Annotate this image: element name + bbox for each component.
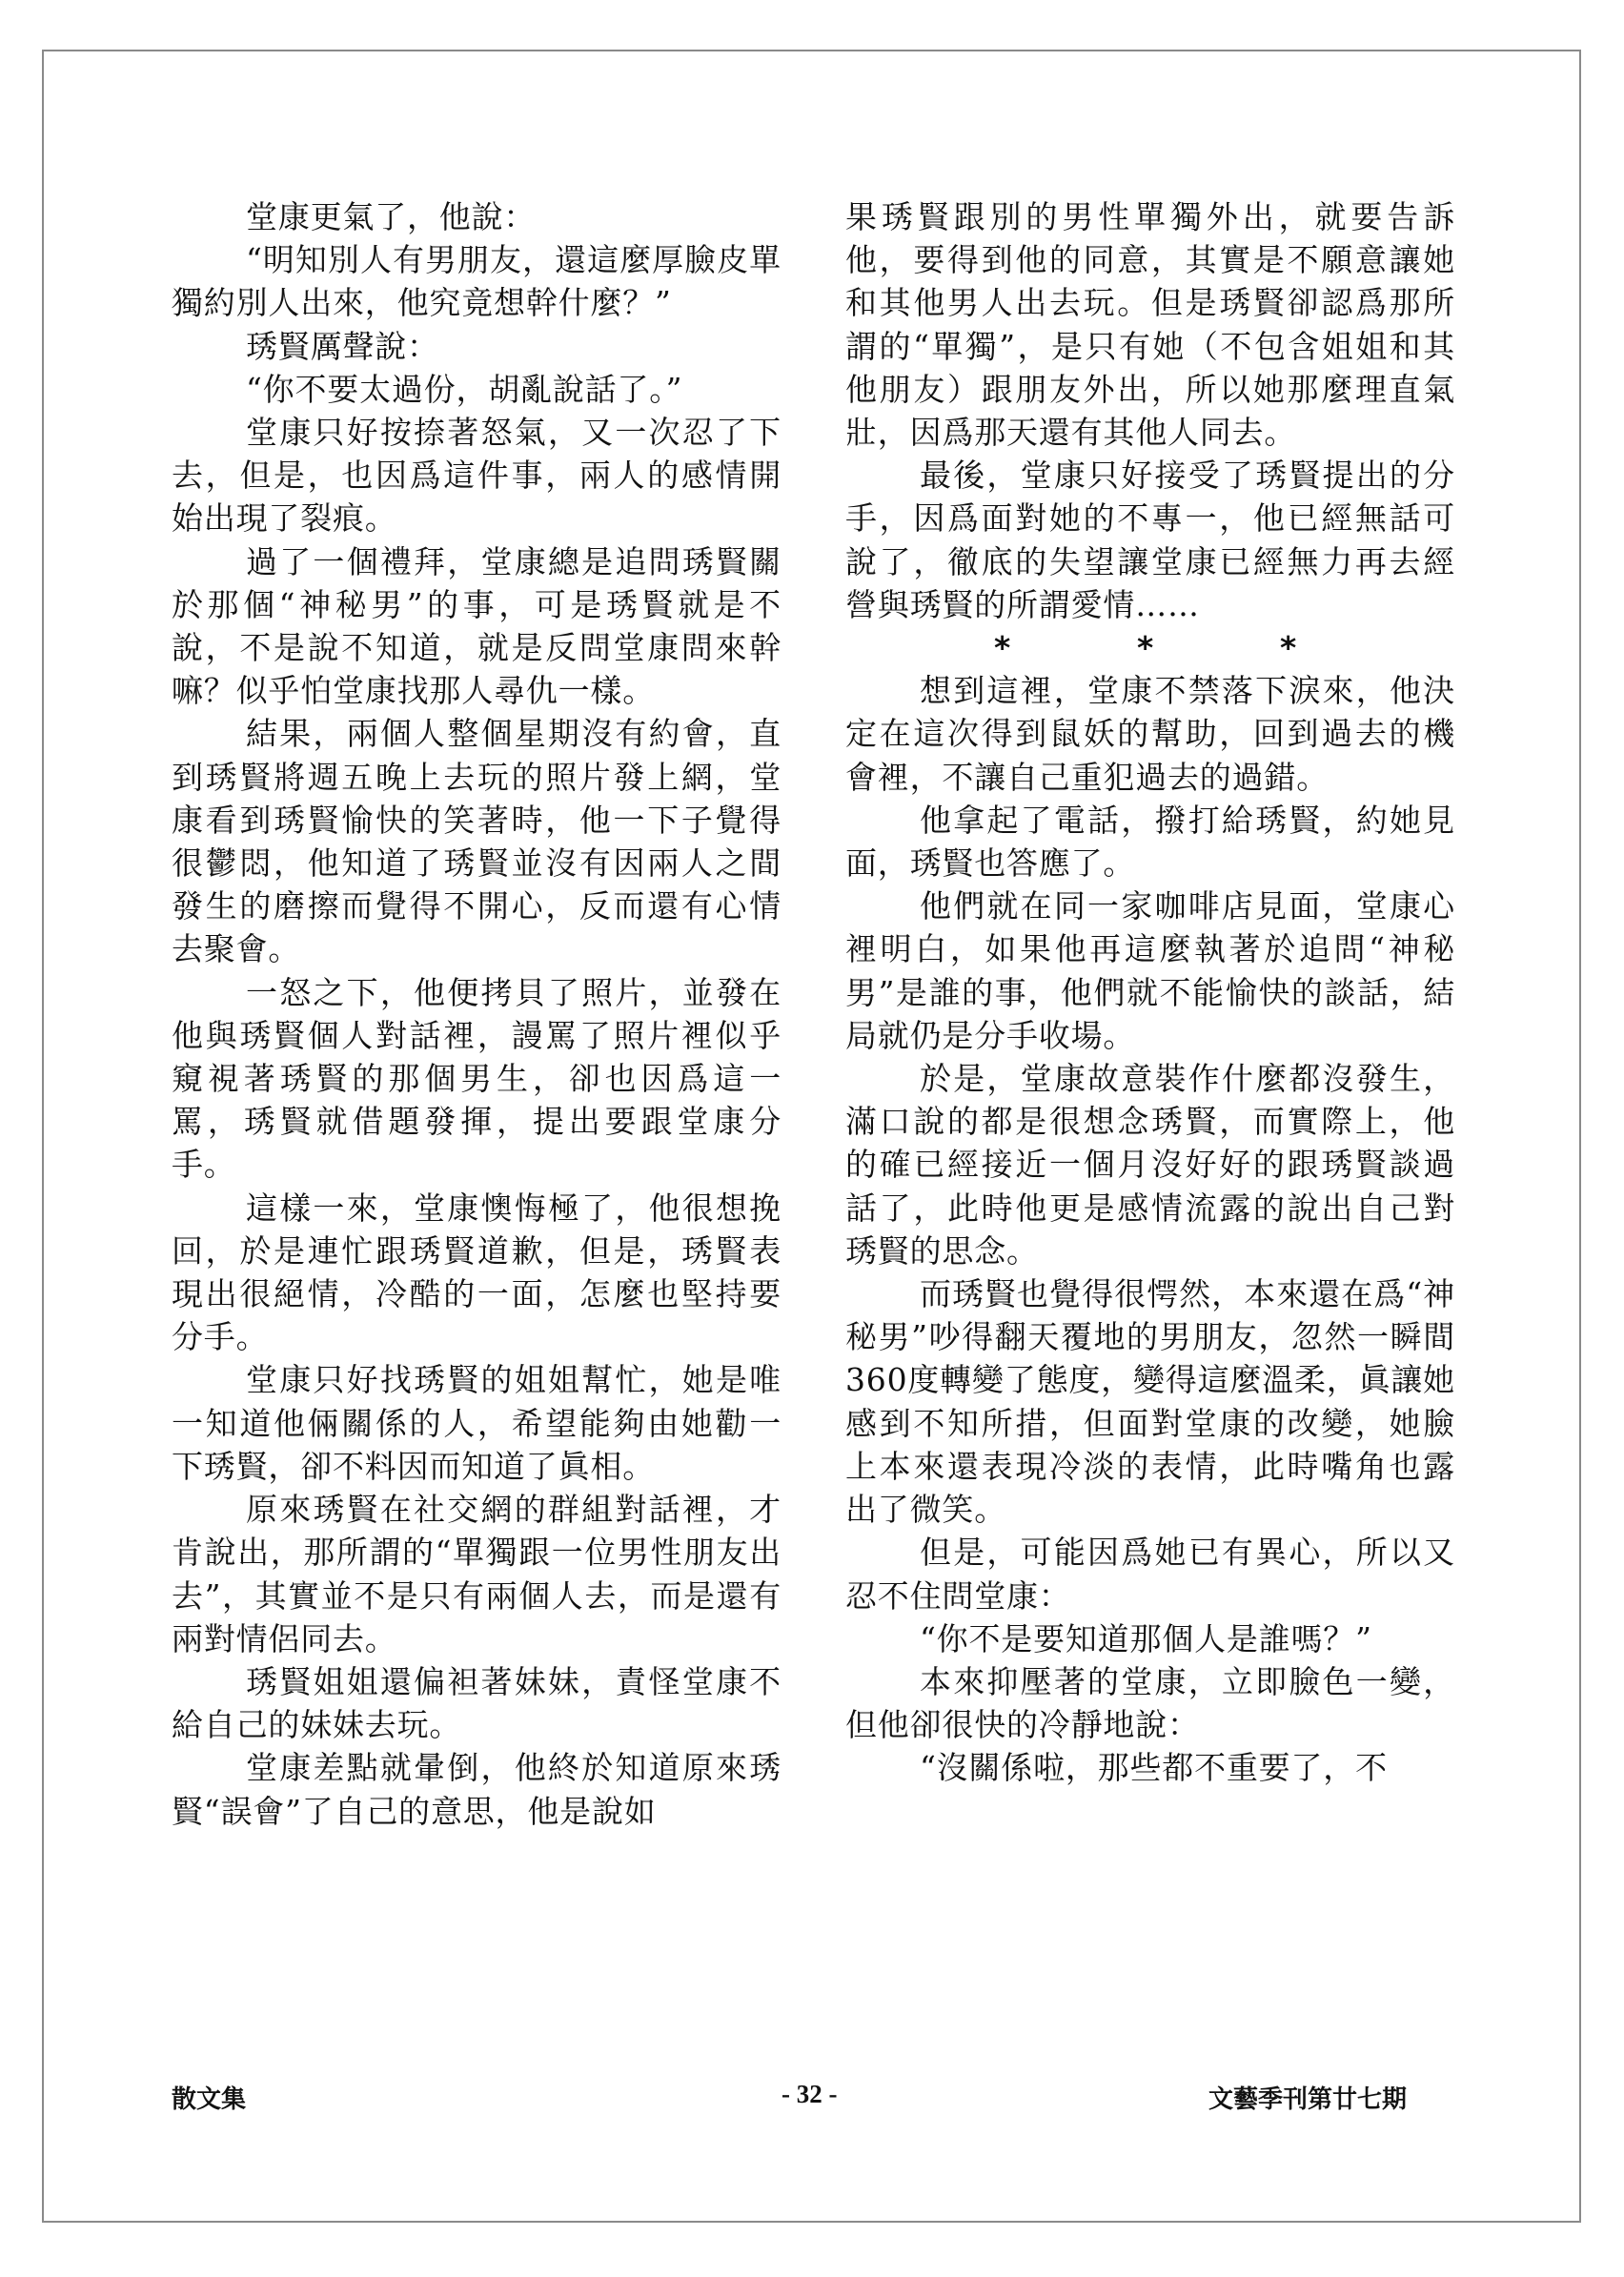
section-break-asterisks bbox=[845, 626, 1455, 669]
footer-section-title: 散文集 bbox=[172, 2085, 247, 2114]
paragraph: 堂康只好找琇賢的姐姐幫忙，她是唯一知道他倆關係的人，希望能夠由她勸一下琇賢，卻不料因而知道了眞相。 bbox=[172, 1361, 782, 1485]
paragraph: “明知別人有男朋友，還這麼厚臉皮單獨約別人出來，他究竟想幹什麼？” bbox=[172, 241, 782, 322]
paragraph: 果琇賢跟別的男性單獨外出，就要告訴他，要得到他的同意，其實是不願意讓她和其他男人出去玩。但是琇賢卻認爲那所謂的“單獨”，是只有她（不包含姐姐和其他朋友）跟朋友外出，所以她那麼理直氣壯，因爲那天還有其他人同去。 bbox=[845, 198, 1455, 452]
paragraph: 他們就在同一家咖啡店見面，堂康心裡明白，如果他再這麼執著於追問“神秘男”是誰的事，他們就不能愉快的談話，結局就仍是分手收場。 bbox=[845, 887, 1455, 1054]
asterisk: * bbox=[1137, 629, 1155, 667]
footer-page-number: - 32 - bbox=[782, 2080, 838, 2108]
paragraph: “你不要太過份，胡亂說話了。” bbox=[246, 370, 683, 408]
paragraph: 琇賢厲聲說： bbox=[246, 327, 439, 365]
paragraph: 結果，兩個人整個星期沒有約會，直到琇賢將週五晚上去玩的照片發上網，堂康看到琇賢愉快的笑著時，他一下子覺得很鬱悶，他知道了琇賢並沒有因兩人之間發生的磨擦而覺得不開心，反而還有心情去聚會。 bbox=[172, 715, 782, 968]
paragraph: 琇賢姐姐還偏袒著妹妹，責怪堂康不給自己的妹妹去玩。 bbox=[172, 1662, 782, 1744]
paragraph: 這樣一來，堂康懊悔極了，他很想挽回，於是連忙跟琇賢道歉，但是，琇賢表現出很絕情，冷酷的一面，怎麼也堅持要分手。 bbox=[172, 1189, 782, 1356]
right-text-column bbox=[845, 195, 1455, 1790]
left-text-column bbox=[172, 195, 782, 1833]
paragraph: 堂康差點就暈倒，他終於知道原來琇賢“誤會”了自己的意思，他是說如 bbox=[172, 1749, 782, 1830]
asterisk: * bbox=[994, 629, 1012, 667]
paragraph: 本來抑壓著的堂康，立即臉色一變，但他卻很快的冷靜地說： bbox=[845, 1662, 1455, 1744]
paragraph: 最後，堂康只好接受了琇賢提出的分手，因爲面對她的不專一，他已經無話可說了，徹底的失望讓堂康已經無力再去經營與琇賢的所謂愛情…… bbox=[845, 457, 1455, 623]
paragraph: 於是，堂康故意裝作什麼都沒發生，滿口說的都是很想念琇賢，而實際上，他的確已經接近一個月沒好好的跟琇賢談過話了，此時他更是感情流露的說出自己對琇賢的思念。 bbox=[845, 1060, 1455, 1270]
paragraph: “沒關係啦，那些都不重要了，不 bbox=[920, 1749, 1388, 1787]
paragraph: 堂康只好按捺著怒氣，又一次忍了下去，但是，也因爲這件事，兩人的感情開始出現了裂痕。 bbox=[172, 414, 782, 538]
paragraph: 但是，可能因爲她已有異心，所以又忍不住問堂康： bbox=[845, 1534, 1455, 1615]
paragraph: 而琇賢也覺得很愕然，本來還在爲“神秘男”吵得翻天覆地的男朋友，忽然一瞬間360度轉變了態度，變得這麼溫柔，眞讓她感到不知所措，但面對堂康的改變，她臉上本來還表現冷淡的表情，此時嘴角也露出了微笑。 bbox=[845, 1275, 1455, 1529]
paragraph: 原來琇賢在社交網的群組對話裡，才肯說出，那所謂的“單獨跟一位男性朋友出去”，其實並不是只有兩個人去，而是還有兩對情侶同去。 bbox=[172, 1491, 782, 1657]
paragraph: “你不是要知道那個人是誰嗎？” bbox=[920, 1619, 1372, 1657]
paragraph: 一怒之下，他便拷貝了照片，並發在他與琇賢個人對話裡，謾罵了照片裡似乎窺視著琇賢的那個男生，卻也因爲這一罵，琇賢就借題發揮，提出要跟堂康分手。 bbox=[172, 973, 782, 1184]
paragraph: 想到這裡，堂康不禁落下淚來，他決定在這次得到鼠妖的幫助，回到過去的機會裡，不讓自己重犯過去的過錯。 bbox=[845, 672, 1455, 796]
asterisk: * bbox=[1280, 629, 1298, 667]
paragraph: 他拿起了電話，撥打給琇賢，約她見面，琇賢也答應了。 bbox=[845, 801, 1455, 883]
paragraph: 過了一個禮拜，堂康總是追問琇賢關於那個“神秘男”的事，可是琇賢就是不說，不是說不知道，就是反問堂康問來幹嘛？似乎怕堂康找那人尋仇一樣。 bbox=[172, 542, 782, 710]
paragraph: 堂康更氣了，他說： bbox=[246, 198, 537, 235]
footer-publication-title: 文藝季刊第廿七期 bbox=[1208, 2085, 1407, 2114]
